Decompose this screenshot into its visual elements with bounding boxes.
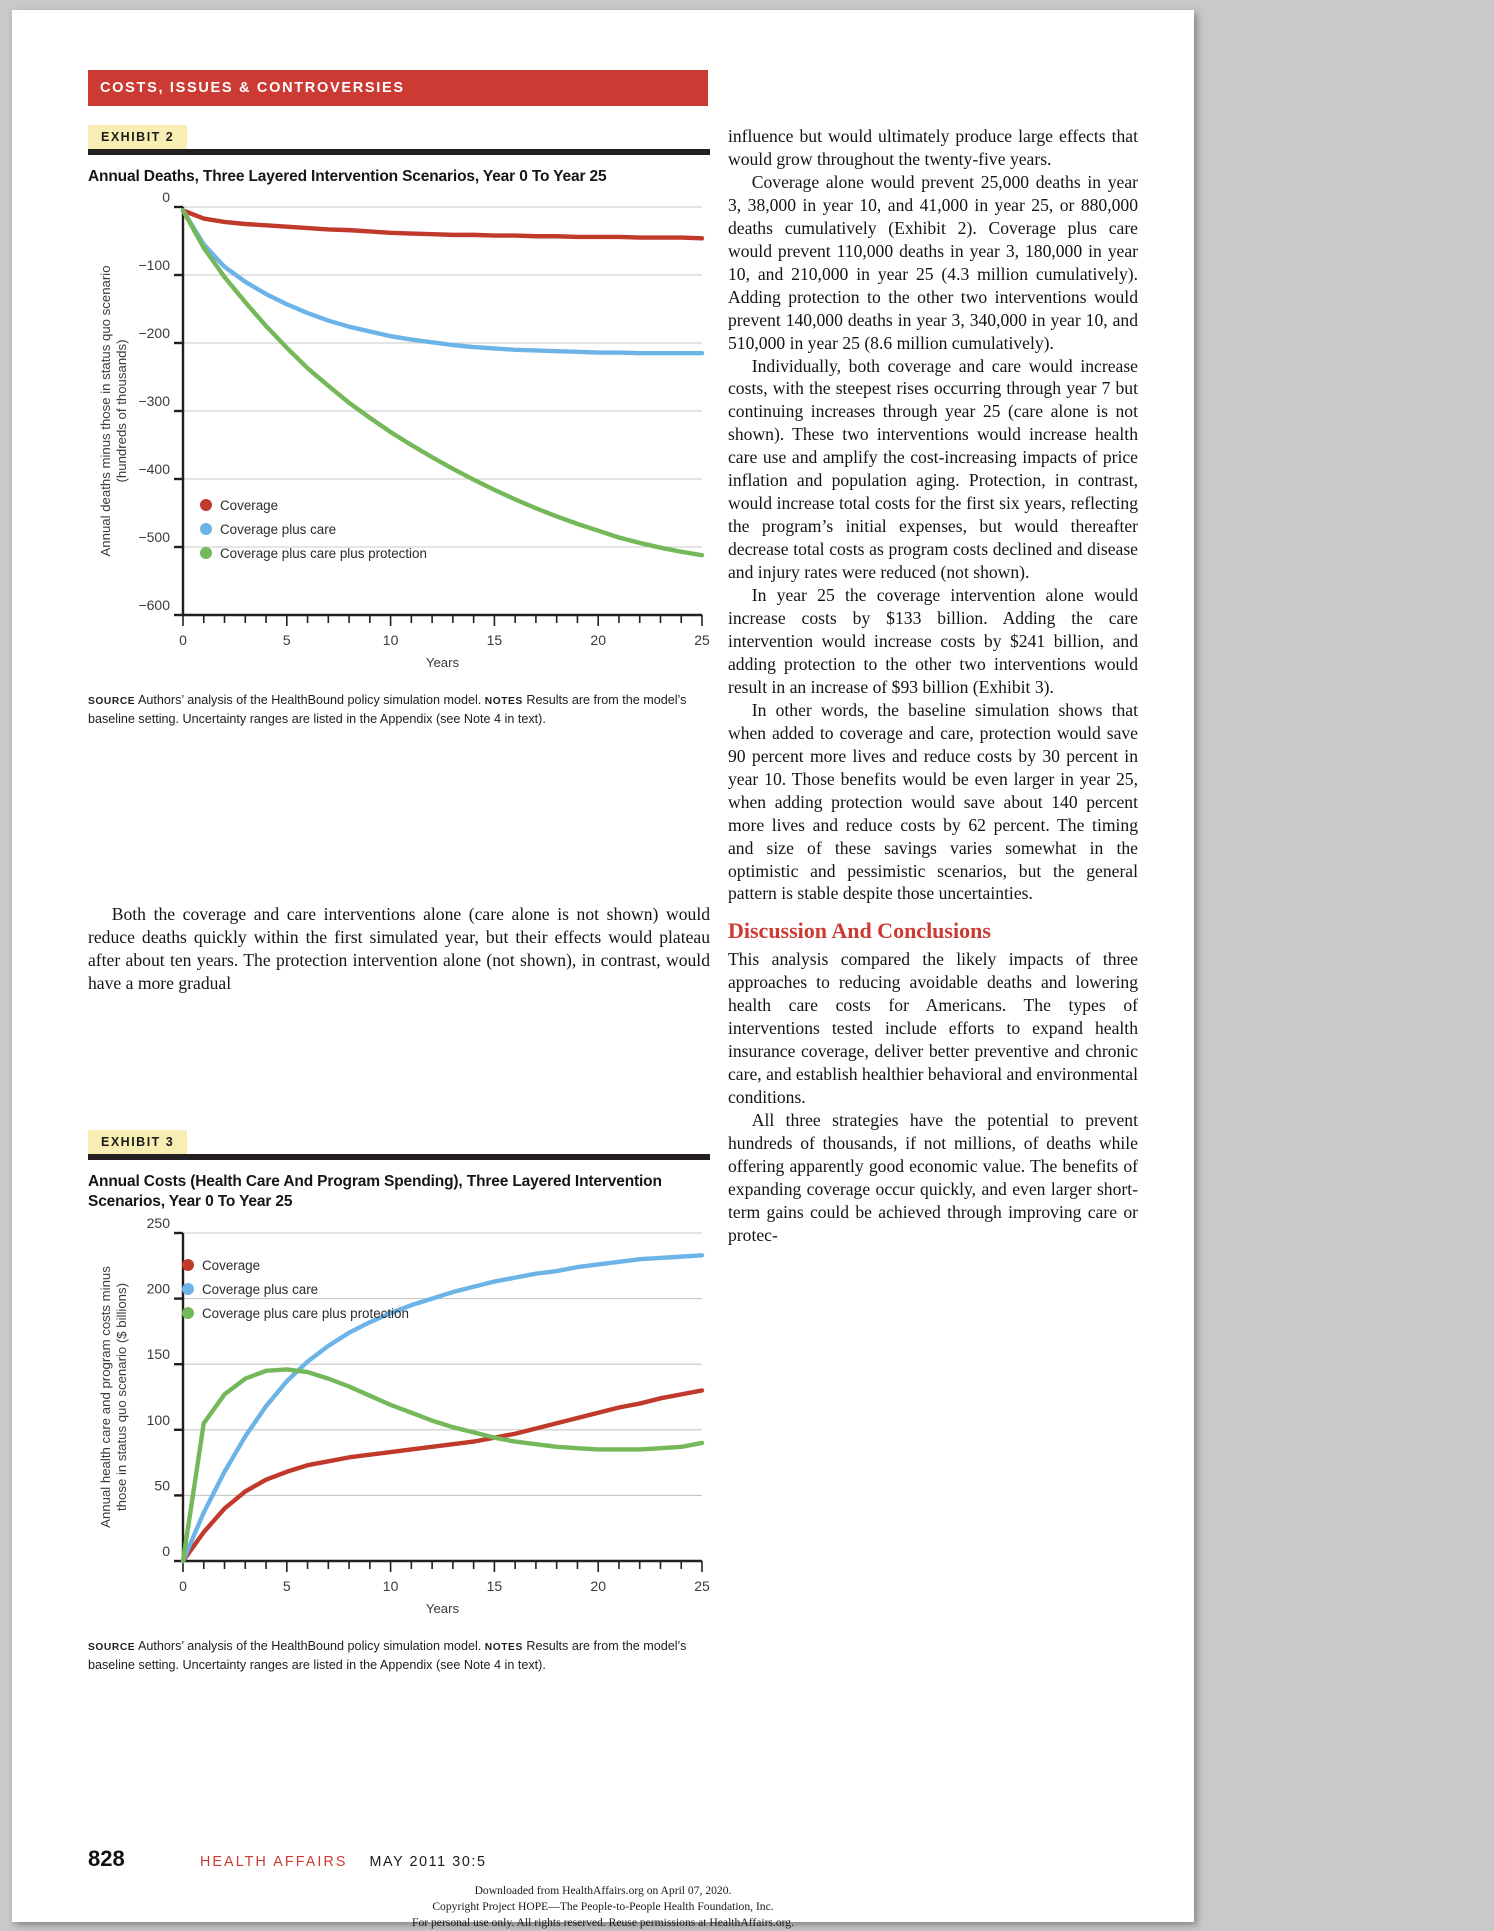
legend-marker xyxy=(182,1307,194,1319)
exhibit-3-rule xyxy=(88,1154,710,1160)
svg-text:10: 10 xyxy=(382,632,399,649)
svg-text:25: 25 xyxy=(694,632,710,649)
legend-label: Coverage plus care plus protection xyxy=(202,1305,409,1321)
svg-text:5: 5 xyxy=(282,632,291,649)
svg-text:20: 20 xyxy=(590,1577,606,1594)
series-line xyxy=(183,211,702,239)
left-column-body-text xyxy=(88,903,710,995)
svg-text:−200: −200 xyxy=(138,325,170,342)
svg-text:10: 10 xyxy=(382,1577,399,1594)
legend-marker xyxy=(200,547,212,559)
source-text: Authors’ analysis of the HealthBound policy simulation model. xyxy=(138,1638,482,1653)
source-keyword: SOURCE xyxy=(88,696,136,708)
series-line xyxy=(183,211,702,354)
download-notice xyxy=(12,1883,1194,1931)
svg-text:0: 0 xyxy=(162,1542,170,1559)
exhibit-3-title: Annual Costs (Health Care And Program Spending), Three Layered Intervention Scenarios, Year 0 To Year 25 xyxy=(88,1173,662,1211)
exhibit-2-rule xyxy=(88,149,710,155)
exhibit-3-tag: EXHIBIT 3 xyxy=(88,1130,187,1154)
svg-text:those in status quo scenario (: those in status quo scenario ($ billions) xyxy=(114,1282,129,1511)
paragraph-right-1: influence but would ultimately produce large effects that would grow throughout the twenty-five years. xyxy=(728,126,1138,169)
issue-date: MAY 2011 30:5 xyxy=(369,1854,487,1870)
svg-text:100: 100 xyxy=(146,1411,170,1428)
svg-text:−300: −300 xyxy=(138,393,170,410)
svg-text:−100: −100 xyxy=(138,257,170,274)
page-footer xyxy=(88,1846,1118,1872)
journal-page xyxy=(12,10,1194,1929)
journal-name: HEALTH AFFAIRS xyxy=(200,1854,348,1870)
svg-text:15: 15 xyxy=(486,1577,503,1594)
running-head-text: COSTS, ISSUES & CONTROVERSIES xyxy=(100,80,405,96)
legend-label: Coverage xyxy=(202,1257,261,1273)
exhibit-3-chart xyxy=(88,1214,710,1623)
running-head-banner xyxy=(88,70,708,106)
left-column xyxy=(88,125,710,728)
paragraph-right-5: In other words, the baseline simulation shows that when added to coverage and care, protection would save 90 percent more lives and reduce costs by 30 percent in year 10. Those benefits would be even larger in year 25, when adding protection would save about 140 percent more lives and reduce costs by 62 percent. The timing and size of these savings varies somewhat in the optimistic and pessimistic scenarios, but the general pattern is stable despite those uncertainties. xyxy=(728,699,1138,904)
svg-text:250: 250 xyxy=(146,1214,170,1231)
svg-text:15: 15 xyxy=(486,632,503,649)
svg-text:−400: −400 xyxy=(138,461,170,478)
source-text: Authors’ analysis of the HealthBound policy simulation model. xyxy=(138,693,482,708)
svg-text:−500: −500 xyxy=(138,529,170,546)
svg-text:Years: Years xyxy=(425,655,460,671)
legend-marker xyxy=(182,1259,194,1271)
svg-text:200: 200 xyxy=(146,1280,170,1297)
svg-text:50: 50 xyxy=(154,1477,170,1494)
svg-text:0: 0 xyxy=(179,1577,187,1594)
legend-label: Coverage plus care plus protection xyxy=(220,546,427,562)
legend-label: Coverage plus care xyxy=(202,1281,319,1297)
exhibit-2-block xyxy=(88,125,710,728)
legend-marker xyxy=(200,499,212,511)
download-line-2: Copyright Project HOPE—The People-to-People Health Foundation, Inc. xyxy=(432,1899,774,1913)
paragraph-right-3: Individually, both coverage and care would increase costs, with the steepest rises occurring through year 7 but continuing increases through year 25 (care alone is not shown). These two interventions would increase health care use and amplify the cost-increasing impacts of price inflation and population aging. Protection, in contrast, would increase total costs for the first six years, reflecting the program’s initial expenses, but would thereafter decrease total costs as program costs declined and disease and injury rates were reduced (not shown). xyxy=(728,355,1138,583)
download-line-1: Downloaded from HealthAffairs.org on April 07, 2020. xyxy=(474,1884,732,1897)
paragraph-right-4: In year 25 the coverage intervention alone would increase costs by $133 billion. Adding the care intervention would increase costs by $241 billion, and adding protection to the other two interventions would result in an increase of $93 billion (Exhibit 3). xyxy=(728,585,1138,697)
svg-text:Annual deaths minus those in s: Annual deaths minus those in status quo scenario xyxy=(98,265,113,557)
legend-marker xyxy=(200,523,212,535)
exhibit-2-tag: EXHIBIT 2 xyxy=(88,125,187,149)
paragraph-right-6: This analysis compared the likely impacts of three approaches to reducing avoidable deaths and lowering health care costs for Americans. The types of interventions tested include efforts to expand health insurance coverage, deliver better preventive and chronic care, and establish healthier behavioral and environmental conditions. xyxy=(728,949,1138,1107)
svg-text:0: 0 xyxy=(179,632,187,649)
svg-text:Annual health care and program: Annual health care and program costs minus xyxy=(98,1266,113,1528)
notes-keyword: NOTES xyxy=(484,696,523,708)
svg-text:Years: Years xyxy=(425,1600,460,1616)
svg-text:5: 5 xyxy=(282,1577,291,1594)
series-line xyxy=(183,1369,702,1561)
notes-text: Results are from the model’s baseline setting. Uncertainty ranges are listed in the Appendix (see Note 4 in text). xyxy=(88,693,687,727)
exhibit-3-source-notes xyxy=(88,1637,710,1674)
exhibit-3-block xyxy=(88,1130,710,1674)
svg-text:20: 20 xyxy=(590,632,606,649)
svg-text:−600: −600 xyxy=(138,597,170,614)
source-keyword: SOURCE xyxy=(88,1641,136,1653)
right-column xyxy=(728,125,1138,1247)
page-folio: 828 xyxy=(88,1846,125,1871)
section-heading-discussion: Discussion And Conclusions xyxy=(728,918,991,944)
svg-text:0: 0 xyxy=(162,189,170,206)
exhibit-2-source-notes xyxy=(88,691,710,728)
paragraph-right-7: All three strategies have the potential to prevent hundreds of thousands, if not millions, of deaths while offering apparently good economic value. The benefits of expanding coverage occur quickly, and even larger short-term gains could be achieved through improving care or protec- xyxy=(728,1109,1138,1245)
download-line-3: For personal use only. All rights reserved. Reuse permissions at HealthAffairs.org. xyxy=(412,1915,794,1929)
legend-label: Coverage xyxy=(220,498,279,514)
svg-text:150: 150 xyxy=(146,1346,170,1363)
legend-label: Coverage plus care xyxy=(220,522,337,538)
exhibit-2-chart-svg xyxy=(88,189,710,677)
notes-text: Results are from the model’s baseline setting. Uncertainty ranges are listed in the Appendix (see Note 4 in text). xyxy=(88,1638,687,1672)
svg-text:25: 25 xyxy=(694,1577,710,1594)
paragraph-right-2: Coverage alone would prevent 25,000 deaths in year 3, 38,000 in year 10, and 41,000 in year 25, or 880,000 deaths cumulatively (Exhibit 2). Coverage plus care would prevent 110,000 deaths in year 3, 180,000 in year 10, and 210,000 in year 25 (4.3 million cumulatively). Adding protection to the other two interventions would prevent 140,000 deaths in year 3, 340,000 in year 10, and 510,000 in year 25 (8.6 million cumulatively). xyxy=(728,171,1138,353)
legend-marker xyxy=(182,1283,194,1295)
exhibit-2-title: Annual Deaths, Three Layered Intervention Scenarios, Year 0 To Year 25 xyxy=(88,168,607,185)
paragraph-mid-1: Both the coverage and care interventions alone (care alone is not shown) would reduce deaths quickly within the first simulated year, but their effects would plateau after about ten years. The protection intervention alone (not shown), in contrast, would have a more gradual xyxy=(88,904,710,993)
svg-text:(hundreds of thousands): (hundreds of thousands) xyxy=(114,339,129,483)
notes-keyword: NOTES xyxy=(484,1641,523,1653)
exhibit-2-chart xyxy=(88,189,710,677)
exhibit-3-chart-svg xyxy=(88,1214,710,1623)
